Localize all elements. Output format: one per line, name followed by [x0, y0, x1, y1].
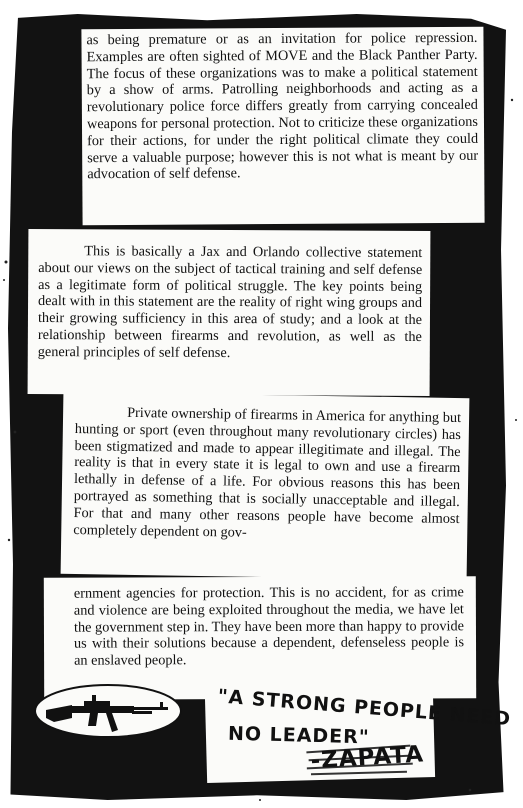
text-snippet-collective-statement — [28, 229, 431, 396]
paragraph-government-agencies: ernment agencies for protection. This is no accident, for as crime and violence are being exploited throughout the media, we have let the government step in. They have been more than happy to provide us with their solutions because a dependent, defenseless people is an enslaved people. — [73, 584, 465, 669]
text-snippet-private-ownership — [61, 392, 470, 580]
zapata-quote — [205, 685, 512, 783]
paragraph-premature: as being premature or as an invitation for police repression. Examples are often sighted of MOVE and the Black Panther Party. The focus of these organizations was to make a political statement by a show of arms. Patrolling neighborhoods and acting as a revolutionary police force differs greatly from carrying concealed weapons for personal protection. Not to criticize these organizations for their actions, for under the right political climate they could serve a valuable purpose; however this is not what is meant by our advocation of self defense. — [86, 29, 479, 183]
paragraph-collective-statement: This is basically a Jax and Orlando collective statement about our views on the subject of tactical training and self defense as a legitimate form of political struggle. The key points being dealt with in this statement are the reality of right wing groups and their growing sufficiency in this area of study; and a look at the relationship between firearms and revolution, as well as the general principles of self defense. — [37, 243, 423, 361]
text-snippet-premature — [81, 27, 484, 225]
rifle-icon — [32, 680, 184, 742]
quote-line-2: NO LEADER" — [227, 722, 370, 749]
quote-attribution: -ZAPATA — [309, 741, 425, 775]
paragraph-private-ownership: Private ownership of firearms in America for anything but hunting or sport (even throughout many revolutionary circles) has been stigmatized and made to appear illegitimate and illegal. The reality is that in every state it is legal to own and use a firearm lethally in defense of a life. For obvious reasons this has been portrayed as something that is socially unacceptable and illegal. For that and many other reasons people have become almost completely dependent on gov- — [73, 404, 462, 541]
quote-line-1: "A STRONG PEOPLE NEED — [216, 685, 512, 731]
